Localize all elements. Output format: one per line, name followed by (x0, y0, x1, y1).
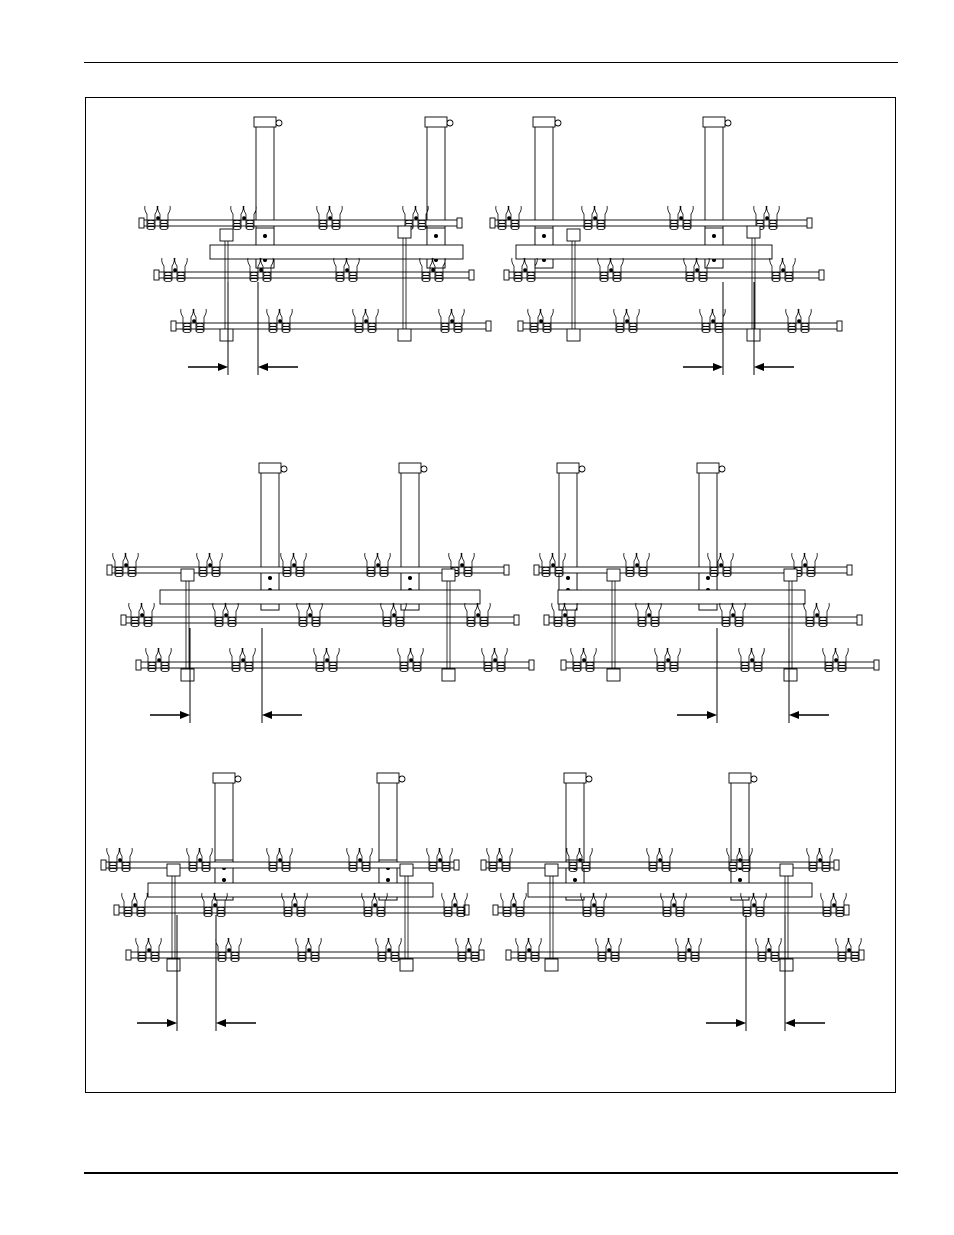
spring-tine (296, 938, 309, 962)
clamp-bolt (450, 319, 454, 323)
clamp-bolt (731, 613, 735, 617)
spring-tine (281, 553, 294, 577)
clamp-bolt (523, 268, 527, 272)
main-cross-tube (210, 245, 463, 259)
clamp-block (747, 226, 760, 238)
bar-end-cap (493, 905, 498, 915)
clamp-bolt (551, 563, 555, 567)
clamp-bolt (672, 903, 676, 907)
clamp-block (567, 229, 580, 241)
tool-bar (522, 323, 838, 329)
clamp-bolt (173, 268, 177, 272)
spring-tine (113, 553, 126, 577)
spring-tine (596, 938, 609, 962)
spring-tine (512, 258, 525, 282)
tool-bar (565, 662, 875, 668)
main-cross-tube (558, 590, 805, 604)
clamp-bolt (797, 319, 801, 323)
bar-end-cap (154, 270, 159, 280)
bar-end-cap (506, 950, 511, 960)
spring-tine (739, 648, 752, 672)
bar-end-cap (107, 565, 112, 575)
spring-tine (187, 848, 200, 872)
clamp-bolt (208, 563, 212, 567)
clamp-block (780, 864, 793, 876)
pin-icon (555, 120, 561, 126)
arrow-head (736, 1019, 746, 1027)
pin-icon (399, 776, 405, 782)
clamp-bolt (293, 903, 297, 907)
clamp-bolt (498, 858, 502, 862)
spring-tine (456, 938, 469, 962)
spring-tine (334, 258, 347, 282)
clamp-block (545, 864, 558, 876)
bar-end-cap (504, 565, 509, 575)
clamp-bolt (373, 903, 377, 907)
mast-cap (729, 773, 751, 783)
clamp-bolt (711, 319, 715, 323)
clamp-block (442, 669, 455, 681)
clamp-block (607, 669, 620, 681)
bar-end-cap (101, 860, 106, 870)
mast-bolt (542, 234, 546, 238)
clamp-bolt (738, 858, 742, 862)
clamp-bolt (292, 563, 296, 567)
clamp-bolt (625, 319, 629, 323)
clamp-bolt (376, 563, 380, 567)
spring-tine (439, 309, 452, 333)
spring-tine (231, 206, 244, 230)
arrow-head (707, 711, 717, 719)
spring-tine (465, 603, 478, 627)
clamp-block (442, 569, 455, 581)
mast-cap (564, 773, 586, 783)
bar-end-cap (479, 950, 484, 960)
mast-cap (377, 773, 399, 783)
clamp-bolt (227, 948, 231, 952)
spring-tine (501, 893, 514, 917)
spring-tine (297, 603, 310, 627)
spring-tine (317, 206, 330, 230)
layout-middle-left (107, 463, 534, 723)
main-cross-tube (148, 883, 433, 897)
clamp-block (784, 569, 797, 581)
clamp-bolt (695, 268, 699, 272)
pin-icon (421, 466, 427, 472)
mast-bolt (386, 878, 390, 882)
clamp-bolt (242, 216, 246, 220)
mast-bolt (573, 878, 577, 882)
clamp-bolt (666, 658, 670, 662)
spring-tine (496, 206, 509, 230)
clamp-bolt (818, 858, 822, 862)
bar-end-cap (171, 321, 176, 331)
arrow-head (218, 363, 228, 371)
clamp-bolt (767, 948, 771, 952)
mast-bolt (268, 576, 272, 580)
spring-tine (442, 893, 455, 917)
mast-bolt (222, 878, 226, 882)
bar-end-cap (121, 615, 126, 625)
clamp-bolt (140, 613, 144, 617)
mast-bolt (712, 234, 716, 238)
spring-tine (684, 258, 697, 282)
spring-tine (487, 848, 500, 872)
clamp-block (220, 329, 233, 341)
spring-tine (145, 206, 158, 230)
spring-tine (146, 648, 159, 672)
spring-tine (107, 848, 120, 872)
clamp-bolt (192, 319, 196, 323)
pin-icon (447, 120, 453, 126)
spring-tine (347, 848, 360, 872)
clamp-bolt (198, 858, 202, 862)
arrow-head (789, 711, 799, 719)
spring-tine (427, 848, 440, 872)
clamp-bolt (213, 903, 217, 907)
mast-bolt (566, 576, 570, 580)
clamp-bolt (157, 658, 161, 662)
clamp-bolt (118, 858, 122, 862)
spring-tine (823, 648, 836, 672)
clamp-bolt (507, 216, 511, 220)
bar-end-cap (518, 321, 523, 331)
layout-top-right (490, 117, 842, 375)
clamp-bolt (259, 268, 263, 272)
clamp-bolt (328, 216, 332, 220)
spring-tine (122, 893, 135, 917)
spring-tine (668, 206, 681, 230)
clamp-block (181, 669, 194, 681)
arrow-head (180, 711, 190, 719)
clamp-block (220, 229, 233, 241)
mast-bolt (706, 576, 710, 580)
clamp-bolt (582, 658, 586, 662)
bar-end-cap (504, 270, 509, 280)
bar-end-cap (874, 660, 879, 670)
clamp-bolt (815, 613, 819, 617)
clamp-bolt (278, 319, 282, 323)
bar-end-cap (834, 860, 839, 870)
clamp-bolt (834, 658, 838, 662)
layout-bottom-left (101, 773, 484, 1031)
clamp-block (398, 226, 411, 238)
pin-icon (751, 776, 757, 782)
spring-tine (365, 553, 378, 577)
bar-end-cap (486, 321, 491, 331)
clamp-bolt (832, 903, 836, 907)
clamp-bolt (539, 319, 543, 323)
mast-cap (697, 463, 719, 473)
clamp-bolt (719, 563, 723, 567)
clamp-bolt (431, 268, 435, 272)
arrow-head (262, 711, 272, 719)
mast-cap (259, 463, 281, 473)
spring-tine (197, 553, 210, 577)
bar-end-cap (139, 218, 144, 228)
clamp-bolt (803, 563, 807, 567)
tool-bar (548, 617, 858, 623)
clamp-block (398, 329, 411, 341)
clamp-bolt (493, 658, 497, 662)
clamp-bolt (392, 613, 396, 617)
clamp-block (167, 864, 180, 876)
arrow-head (713, 363, 723, 371)
clamp-bolt (414, 216, 418, 220)
clamp-block (181, 569, 194, 581)
clamp-bolt (345, 268, 349, 272)
clamp-bolt (512, 903, 516, 907)
spring-tine (647, 848, 660, 872)
bar-end-cap (847, 565, 852, 575)
bar-end-cap (561, 660, 566, 670)
spring-tine (516, 938, 529, 962)
bar-end-cap (469, 270, 474, 280)
spring-tine (267, 309, 280, 333)
mast-bolt (434, 234, 438, 238)
spring-tine (136, 938, 149, 962)
clamp-bolt (607, 948, 611, 952)
clamp-bolt (765, 216, 769, 220)
spring-tine (676, 938, 689, 962)
spring-tine (314, 648, 327, 672)
layout-bottom-right (481, 773, 864, 1031)
clamp-bolt (307, 948, 311, 952)
layout-top-left (139, 117, 491, 375)
mast-cap (533, 117, 555, 127)
clamp-bolt (527, 948, 531, 952)
mast-cap (425, 117, 447, 127)
bar-end-cap (544, 615, 549, 625)
pin-icon (276, 120, 282, 126)
spring-tine (821, 893, 834, 917)
spring-tine (129, 603, 142, 627)
clamp-bolt (453, 903, 457, 907)
spring-tine (700, 309, 713, 333)
clamp-bolt (578, 858, 582, 862)
mast-cap (254, 117, 276, 127)
spring-tine (528, 309, 541, 333)
spring-tine (381, 603, 394, 627)
spring-tine (267, 848, 280, 872)
spring-tine (216, 938, 229, 962)
arrow-head (785, 1019, 795, 1027)
pin-icon (586, 776, 592, 782)
pin-icon (281, 466, 287, 472)
bar-end-cap (457, 218, 462, 228)
clamp-bolt (781, 268, 785, 272)
bar-end-cap (857, 615, 862, 625)
bar-end-cap (819, 270, 824, 280)
clamp-block (400, 864, 413, 876)
clamp-bolt (635, 563, 639, 567)
clamp-block (784, 669, 797, 681)
spring-tine (655, 648, 668, 672)
spring-tine (624, 553, 637, 577)
tool-bar (143, 220, 458, 226)
bar-end-cap (859, 950, 864, 960)
clamp-block (545, 959, 558, 971)
clamp-bolt (752, 903, 756, 907)
spring-tine (636, 603, 649, 627)
spring-tine (230, 648, 243, 672)
clamp-bolt (278, 858, 282, 862)
clamp-bolt (241, 658, 245, 662)
mast-cap (213, 773, 235, 783)
clamp-bolt (147, 948, 151, 952)
bar-end-cap (529, 660, 534, 670)
clamp-bolt (847, 948, 851, 952)
spring-tine (353, 309, 366, 333)
tool-bar (494, 220, 808, 226)
main-cross-tube (160, 590, 480, 604)
mast-cap (703, 117, 725, 127)
main-cross-tube (528, 883, 812, 897)
clamp-block (780, 959, 793, 971)
clamp-bolt (647, 613, 651, 617)
spring-tine (540, 553, 553, 577)
spring-tine (720, 603, 733, 627)
clamp-bolt (467, 948, 471, 952)
spring-tine (571, 648, 584, 672)
main-cross-tube (516, 245, 772, 259)
tool-bar (175, 323, 487, 329)
spring-tine (181, 309, 194, 333)
clamp-bolt (593, 216, 597, 220)
bar-end-cap (837, 321, 842, 331)
spring-tine (836, 938, 849, 962)
arrow-head (216, 1019, 226, 1027)
bar-end-cap (844, 905, 849, 915)
spring-tine (376, 938, 389, 962)
clamp-bolt (438, 858, 442, 862)
arrow-head (258, 363, 268, 371)
bar-end-cap (136, 660, 141, 670)
clamp-bolt (364, 319, 368, 323)
mast-bolt (408, 576, 412, 580)
mast-bolt (738, 878, 742, 882)
clamp-bolt (124, 563, 128, 567)
mast-cap (399, 463, 421, 473)
bar-end-cap (126, 950, 131, 960)
clamp-bolt (156, 216, 160, 220)
clamp-bolt (750, 658, 754, 662)
bar-end-cap (481, 860, 486, 870)
clamp-block (607, 569, 620, 581)
layout-middle-right (534, 463, 879, 723)
clamp-bolt (224, 613, 228, 617)
spring-tine (482, 648, 495, 672)
spring-tine (756, 938, 769, 962)
clamp-bolt (460, 563, 464, 567)
bar-end-cap (514, 615, 519, 625)
pin-icon (235, 776, 241, 782)
mast-bolt (263, 234, 267, 238)
spring-tine (786, 309, 799, 333)
clamp-bolt (325, 658, 329, 662)
clamp-block (167, 959, 180, 971)
pin-icon (725, 120, 731, 126)
bar-end-cap (807, 218, 812, 228)
bar-end-cap (490, 218, 495, 228)
spring-tine (398, 648, 411, 672)
arrow-head (167, 1019, 177, 1027)
pin-icon (579, 466, 585, 472)
clamp-bolt (133, 903, 137, 907)
pin-icon (719, 466, 725, 472)
spring-tine (614, 309, 627, 333)
clamp-bolt (409, 658, 413, 662)
bar-end-cap (454, 860, 459, 870)
clamp-bolt (609, 268, 613, 272)
spring-tine (770, 258, 783, 282)
spring-tine (598, 258, 611, 282)
clamp-bolt (592, 903, 596, 907)
spring-tine (162, 258, 175, 282)
clamp-bolt (358, 858, 362, 862)
spring-tine (804, 603, 817, 627)
clamp-bolt (563, 613, 567, 617)
spring-tine (582, 206, 595, 230)
spring-tine (213, 603, 226, 627)
clamp-block (567, 329, 580, 341)
footer-rule (84, 1172, 898, 1174)
clamp-bolt (687, 948, 691, 952)
mast-cap (557, 463, 579, 473)
spring-tine (807, 848, 820, 872)
clamp-bolt (476, 613, 480, 617)
bar-end-cap (114, 905, 119, 915)
clamp-bolt (679, 216, 683, 220)
bar-end-cap (534, 565, 539, 575)
arrow-head (754, 363, 764, 371)
clamp-bolt (387, 948, 391, 952)
clamp-block (400, 959, 413, 971)
clamp-bolt (308, 613, 312, 617)
clamp-bolt (658, 858, 662, 862)
